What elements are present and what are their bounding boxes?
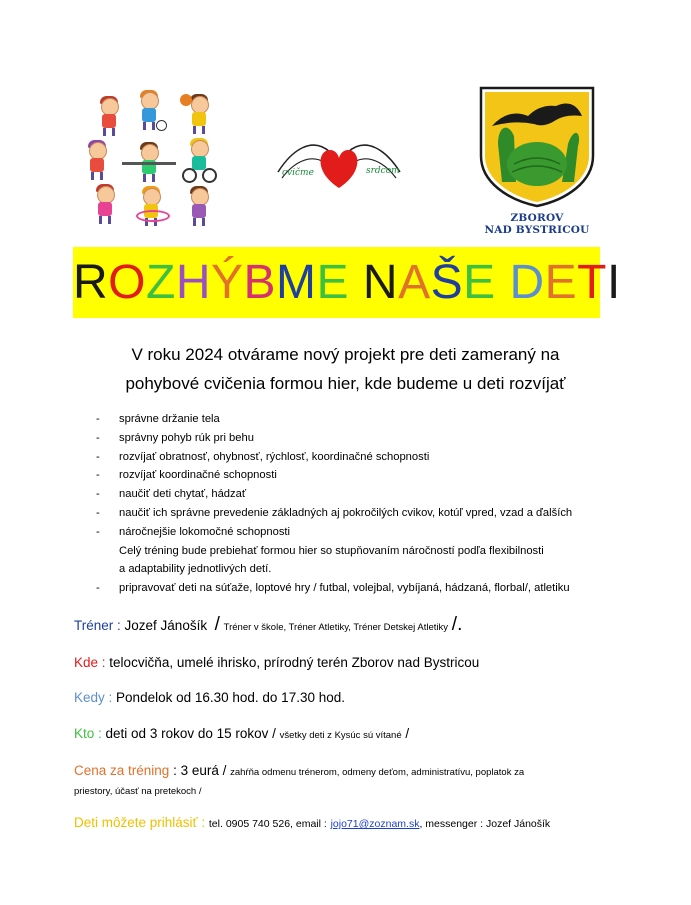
signup-line — [74, 815, 550, 830]
list-item — [96, 466, 636, 485]
signup-label: Deti môžete prihlásiť : — [74, 815, 206, 830]
banner-letter: M — [276, 256, 317, 309]
price-value: : 3 eurá / — [173, 763, 227, 778]
list-dash: - — [96, 413, 100, 425]
hearts-hands-logo — [274, 132, 404, 197]
hands-heart-icon — [274, 132, 404, 197]
trainer-note: Tréner v škole, Tréner Atletiky, Tréner Detskej Atletiky — [223, 622, 449, 633]
banner-letter: E — [544, 256, 578, 309]
banner-letter: R — [73, 256, 109, 309]
banner-letter: B — [243, 256, 277, 309]
trainer-line — [74, 614, 462, 636]
banner-letter: H — [175, 256, 212, 309]
banner-letter: Ý — [211, 256, 244, 309]
list-item-text: správne držanie tela — [119, 413, 220, 425]
kids-sports-illustration — [74, 90, 224, 230]
signup-phone: tel. 0905 740 526, email : — [208, 818, 327, 830]
banner-letter — [496, 256, 510, 309]
list-item — [96, 448, 636, 467]
list-item — [96, 485, 636, 504]
audience-slash-close: / — [405, 726, 410, 741]
list-continuation-1: Celý tréning bude prebiehať formou hier so stupňovaním náročností podľa flexibilnosti — [119, 544, 544, 557]
list-item — [96, 523, 636, 542]
list-dash: - — [96, 450, 100, 463]
kid-gymnastics-icon — [182, 188, 216, 226]
signup-email-link[interactable]: jojo71@zoznam.sk — [330, 818, 420, 830]
banner-title — [73, 247, 621, 318]
price-note-line1: zahŕňa odmenu trénerom, odmeny deťom, administratívu, poplatok za — [230, 767, 525, 778]
list-item — [96, 429, 636, 448]
intro-line2: pohybové cvičenia formou hier, kde budeme u deti rozvíjať — [125, 374, 566, 393]
banner-letter — [349, 256, 363, 309]
kid-basketball-icon — [182, 96, 216, 134]
crest-caption — [478, 212, 596, 236]
municipality-crest — [478, 86, 596, 236]
goals-list — [96, 410, 636, 598]
list-continuation-2: a adaptability jednotlivých detí. — [119, 563, 272, 576]
banner-letter: A — [398, 256, 431, 309]
list-item-text: naučiť deti chytať, hádzať — [119, 488, 247, 501]
crest-caption-line1: ZBOROV — [510, 212, 564, 224]
banner-letter: T — [577, 256, 607, 309]
kid-cycling-icon — [182, 140, 216, 178]
crest-caption-line2: NAD BYSTRICOU — [484, 224, 590, 236]
trainer-slash-open: / — [214, 614, 220, 635]
list-item-text: pripravovať deti na súťaže, loptové hry / futbal, volejbal, vybíjaná, hádzaná, florbal/, atletiku — [119, 582, 570, 595]
price-label: Cena za tréning — [74, 763, 170, 778]
list-item-text: rozvíjať obratnosť, ohybnosť, rýchlosť, koordinačné schopnosti — [119, 450, 430, 463]
trainer-label: Tréner : — [74, 618, 121, 633]
trainer-name: Jozef Jánošík — [124, 618, 208, 633]
schedule-value: Pondelok od 16.30 hod. do 17.30 hod. — [116, 690, 345, 705]
banner-letter: I — [606, 256, 621, 309]
audience-value: deti od 3 rokov do 15 rokov / — [105, 726, 276, 741]
intro-paragraph — [60, 340, 631, 398]
hearts-right-text: srdcom — [366, 166, 400, 176]
list-item-text: správny pohyb rúk pri behu — [119, 431, 254, 444]
trainer-slash-close: /. — [451, 614, 463, 635]
list-item — [96, 410, 636, 429]
schedule-line — [74, 690, 345, 705]
list-dash: - — [96, 525, 100, 538]
list-dash: - — [96, 582, 100, 595]
list-item — [96, 504, 636, 523]
price-line-2 — [74, 782, 201, 797]
list-dash: - — [96, 506, 100, 519]
banner-letter: O — [108, 256, 147, 309]
kid-hula-hoop-icon — [134, 188, 168, 226]
audience-note: všetky deti z Kysúc sú vítané — [279, 730, 402, 741]
banner-letter: D — [509, 256, 545, 309]
banner-letter: Z — [146, 256, 176, 309]
list-item-text: naučiť ich správne prevedenie základných aj pokročilých cvikov, kotúľ vpred, vzad a ďalších — [119, 506, 573, 519]
banner-letter: E — [316, 256, 350, 309]
location-label: Kde : — [74, 655, 106, 670]
location-line — [74, 655, 479, 670]
kid-jump-rope-icon — [88, 186, 122, 224]
audience-line — [74, 726, 409, 741]
list-dash: - — [96, 488, 100, 501]
list-dash: - — [96, 469, 100, 482]
kid-weightlifting-icon — [132, 144, 166, 182]
coat-of-arms-icon — [478, 86, 596, 208]
title-banner — [73, 247, 621, 318]
price-note-line2: priestory, účasť na pretekoch / — [74, 786, 202, 797]
banner-letter: E — [463, 256, 496, 309]
audience-label: Kto : — [74, 726, 102, 741]
signup-messenger: , messenger : Jozef Jánošík — [419, 818, 551, 830]
kid-boxing-icon — [80, 142, 114, 180]
list-item-text: rozvíjať koordinačné schopnosti — [119, 469, 277, 482]
kid-football-icon — [132, 92, 166, 130]
banner-letter: Š — [430, 256, 464, 309]
banner-letter: N — [362, 256, 399, 309]
list-item — [96, 579, 636, 598]
price-line — [74, 763, 524, 778]
location-value: telocvičňa, umelé ihrisko, prírodný terén Zborov nad Bystricou — [109, 655, 480, 670]
schedule-label: Kedy : — [74, 690, 113, 705]
intro-line1: V roku 2024 otvárame nový projekt pre deti zameraný na — [131, 345, 560, 364]
hearts-left-text: cvičme — [282, 168, 314, 178]
list-item-text: náročnejšie lokomočné schopnosti — [119, 525, 291, 538]
list-dash: - — [96, 431, 100, 444]
kid-baseball-icon — [92, 98, 126, 136]
